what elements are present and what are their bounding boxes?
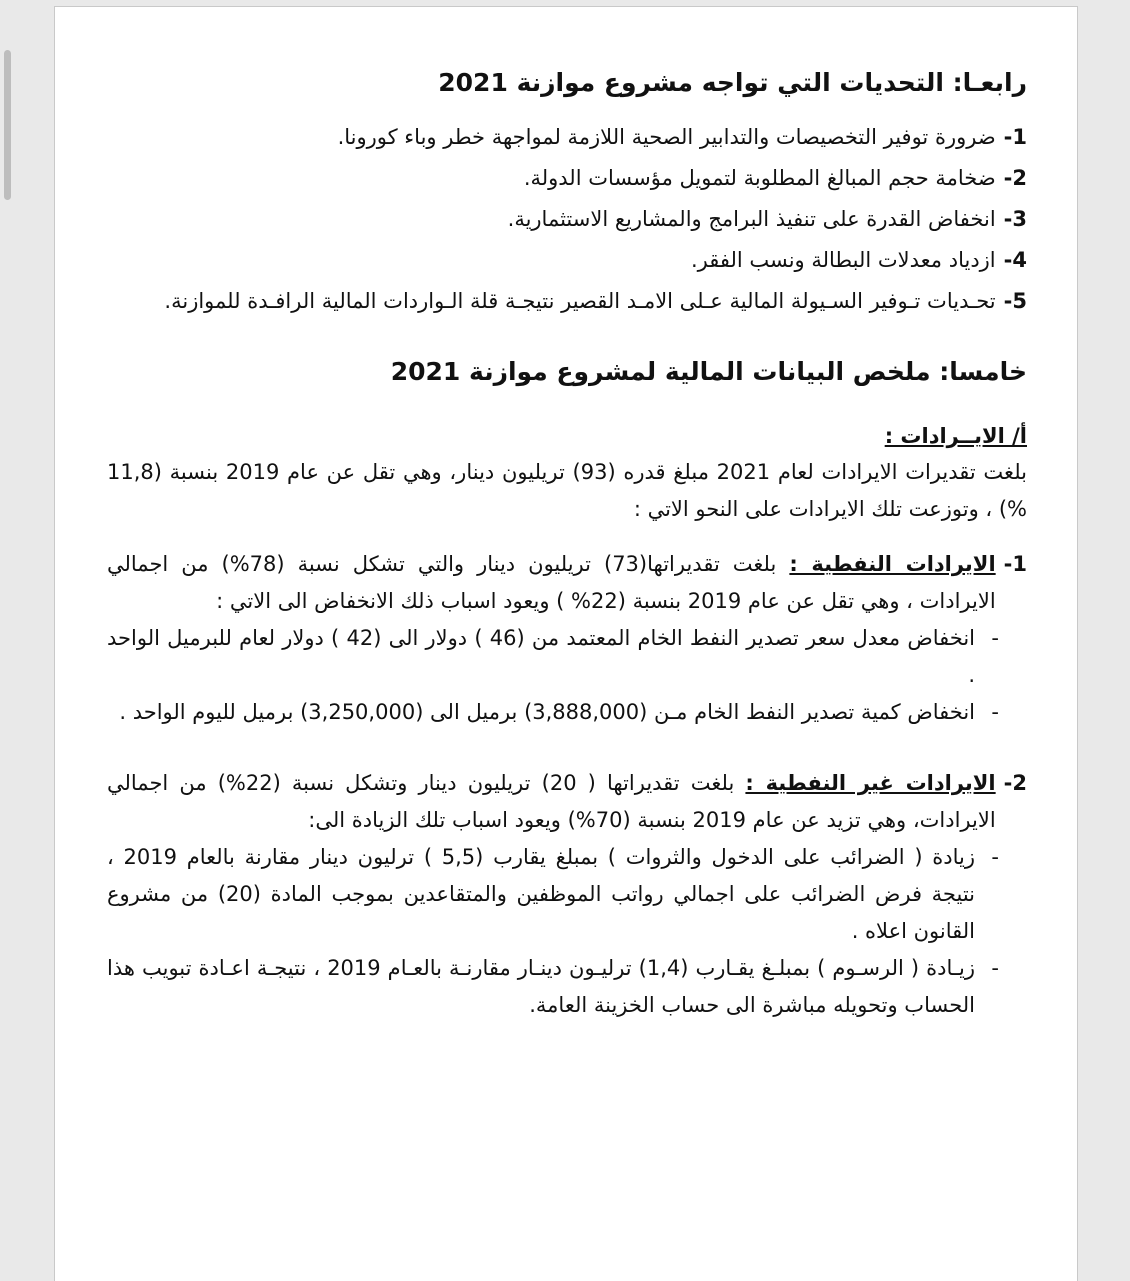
- bullet-dash: -: [991, 956, 999, 980]
- oil-revenues: [107, 546, 1027, 731]
- list-item: [107, 199, 1027, 240]
- scrollbar-thumb[interactable]: [4, 50, 11, 200]
- bullet-item: [107, 620, 1027, 694]
- revenues-intro: بلغت تقديرات الايرادات لعام 2021 مبلغ قدره (93) تريليون دينار، وهي تقل عن عام 2019 بنسبة (11,8 %) ، وتوزعت تلك الايرادات على النحو الاتي :: [107, 460, 1027, 521]
- bullet-item: [107, 839, 1027, 950]
- challenges-list: [107, 117, 1027, 322]
- list-item: [107, 765, 1027, 839]
- list-item: [107, 158, 1027, 199]
- item-text: ضرورة توفير التخصيصات والتدابير الصحية اللازمة لمواجهة خطر وباء كورونا.: [337, 125, 996, 149]
- nonoil-revenues: [107, 765, 1027, 1024]
- item-text: تحـديات تـوفير السـيولة المالية عـلى الامـد القصير نتيجـة قلة الـواردات المالية الرافـدة للموازنة.: [164, 289, 996, 313]
- item-number: 4-: [1003, 248, 1027, 272]
- bullet-text: انخفاض كمية تصدير النفط الخام مـن (3,888,000) برميل الى (3,250,000) برميل لليوم الواحد .: [119, 700, 975, 724]
- bullet-dash: -: [991, 700, 999, 724]
- item-number: 2-: [1003, 771, 1027, 795]
- bullet-item: [107, 950, 1027, 1024]
- revenues-label: أ/ الايــرادات :: [884, 424, 1027, 448]
- bullet-dash: -: [991, 845, 999, 869]
- item-number: 2-: [1003, 166, 1027, 190]
- bullet-text: انخفاض معدل سعر تصدير النفط الخام المعتمد من (46 ) دولار الى (42 ) دولار لعام للبرميل الواحد .: [107, 626, 976, 687]
- item-number: 5-: [1003, 289, 1027, 313]
- document-page: [54, 6, 1078, 1281]
- item-number: 3-: [1003, 207, 1027, 231]
- item-text: [107, 765, 996, 839]
- bullet-text: زيـادة ( الرسـوم ) بمبلـغ يقـارب (1,4) ترليـون دينـار مقارنـة بالعـام 2019 ، نتيجـة اعـادة تبويب هذا الحساب وتحويله مباشرة الى حساب الخزينة العامة.: [107, 956, 975, 1017]
- item-text: ضخامة حجم المبالغ المطلوبة لتمويل مؤسسات الدولة.: [523, 166, 996, 190]
- revenues-block: [107, 418, 1027, 528]
- item-text: [107, 546, 996, 620]
- item-text: انخفاض القدرة على تنفيذ البرامج والمشاريع الاستثمارية.: [507, 207, 996, 231]
- item-number: 1-: [1003, 125, 1027, 149]
- bullet-dash: -: [991, 626, 999, 650]
- list-item: [107, 281, 1027, 322]
- section5-title: خامسا: ملخص البيانات المالية لمشروع موازنة 2021: [390, 357, 1027, 386]
- oil-revenues-label: الايرادات النفطية :: [789, 552, 996, 576]
- bullet-item: [107, 694, 1027, 731]
- nonoil-revenues-label: الايرادات غير النفطية :: [745, 771, 996, 795]
- oil-revenues-text: بلغت تقديراتها(73) تريليون دينار والتي تشكل نسبة (78%) من اجمالي الايرادات ، وهي تقل عن عام 2019 بنسبة (22% ) ويعود اسباب ذلك الانخفاض الى الاتي :: [107, 552, 996, 613]
- item-number: 1-: [1003, 552, 1027, 576]
- nonoil-revenues-text: بلغت تقديراتها ( 20) تريليون دينار وتشكل نسبة (22%) من اجمالي الايرادات، وهي تزيد عن عام 2019 بنسبة (70%) ويعود اسباب تلك الزيادة الى:: [107, 771, 996, 832]
- list-item: [107, 546, 1027, 620]
- list-item: [107, 240, 1027, 281]
- list-item: [107, 117, 1027, 158]
- item-text: ازدياد معدلات البطالة ونسب الفقر.: [690, 248, 996, 272]
- page-content: [107, 63, 1027, 1024]
- bullet-text: زيادة ( الضرائب على الدخول والثروات ) بمبلغ يقارب (5,5 ) ترليون دينار مقارنة بالعام 2019 ، نتيجة فرض الضرائب على اجمالي رواتب الموظفين والمتقاعدين بموجب المادة (20) من مشروع القانون اعلاه .: [107, 845, 976, 943]
- section4-title: رابعـا: التحديات التي تواجه مشروع موازنة 2021: [438, 68, 1027, 97]
